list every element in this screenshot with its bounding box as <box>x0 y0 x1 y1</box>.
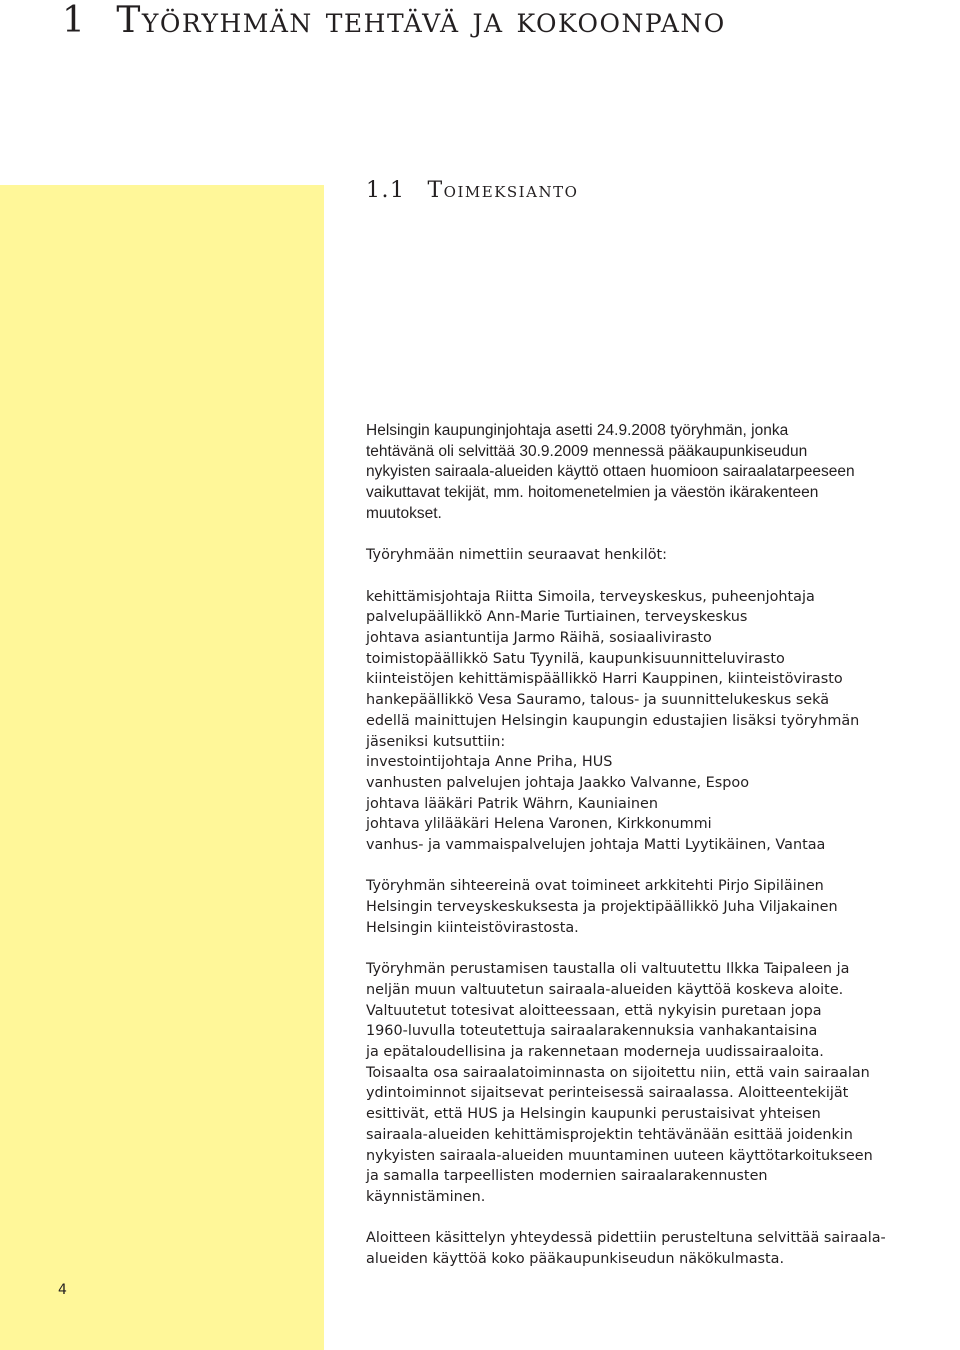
text-line: ja epätaloudellisina ja rakennetaan moderneja uudissairaaloita. <box>366 1044 824 1061</box>
text-line: sairaala-alueiden kehittämisprojektin tehtävänään esittää joidenkin <box>366 1126 853 1143</box>
member-line: johtava ylilääkäri Helena Varonen, Kirkkonummi <box>366 816 712 833</box>
member-line: vanhusten palvelujen johtaja Jaakko Valvanne, Espoo <box>366 774 750 791</box>
members-list <box>366 587 956 856</box>
text-line: ja samalla tarpeellisten modernien sairaalarakennusten <box>366 1168 768 1185</box>
member-line: jäseniksi kutsuttiin: <box>366 733 506 750</box>
text-line: nykyisten sairaala-alueiden muuntaminen uuteen käyttötarkoitukseen <box>366 1147 873 1164</box>
secretaries-paragraph <box>366 876 956 938</box>
text-line: Helsingin kaupunginjohtaja asetti 24.9.2008 työryhmän, jonka <box>366 422 789 439</box>
intro-paragraph <box>366 421 956 525</box>
text-line: Toisaalta osa sairaalatoiminnasta on sijoitettu niin, että vain sairaalan <box>366 1064 870 1081</box>
chapter-number: 1 <box>62 0 87 41</box>
member-line: palvelupäällikkö Ann-Marie Turtiainen, terveyskeskus <box>366 609 748 626</box>
section-number: 1.1 <box>366 178 406 203</box>
member-line: vanhus- ja vammaispalvelujen johtaja Matti Lyytikäinen, Vantaa <box>366 837 826 854</box>
member-line: kiinteistöjen kehittämispäällikkö Harri Kauppinen, kiinteistövirasto <box>366 671 843 688</box>
text-line: alueiden käyttöä koko pääkaupunkiseudun näkökulmasta. <box>366 1251 785 1268</box>
member-line: johtava asiantuntija Jarmo Räihä, sosiaalivirasto <box>366 630 712 646</box>
text-line: Työryhmän sihteereinä ovat toimineet arkkitehti Pirjo Sipiläinen <box>366 878 824 895</box>
section-title <box>366 178 578 203</box>
page-number: 4 <box>58 1282 67 1298</box>
text-line: tehtävänä oli selvittää 30.9.2009 mennessä pääkaupunkiseudun <box>366 442 808 460</box>
member-line: johtava lääkäri Patrik Währn, Kauniainen <box>366 795 658 812</box>
section-title-text: Toimeksianto <box>427 178 579 203</box>
chapter-title <box>62 0 726 41</box>
text-line: ydintoiminnot sijaitsevat perinteisessä sairaalassa. Aloitteentekijät <box>366 1085 849 1102</box>
text-line: Valtuutetut totesivat aloitteessaan, että nykyisin puretaan jopa <box>366 1002 822 1019</box>
member-line: investointijohtaja Anne Priha, HUS <box>366 754 613 771</box>
text-line: Helsingin terveyskeskuksesta ja projektipäällikkö Juha Viljakainen <box>366 899 838 916</box>
text-line: Aloitteen käsittelyn yhteydessä pidettiin perusteltuna selvittää sairaala- <box>366 1230 886 1247</box>
text-line: 1960-luvulla toteutettuja sairaalarakennuksia vanhakantaisina <box>366 1023 818 1040</box>
background-paragraph <box>366 959 956 1207</box>
conclusion-paragraph <box>366 1228 956 1269</box>
text-line: Työryhmän perustamisen taustalla oli valtuutettu Ilkka Taipaleen ja <box>366 961 850 978</box>
member-line: edellä mainittujen Helsingin kaupungin edustajien lisäksi työryhmän <box>366 712 860 729</box>
member-line: kehittämisjohtaja Riitta Simoila, terveyskeskus, puheenjohtaja <box>366 588 815 605</box>
chapter-title-text: Työryhmän tehtävä ja kokoonpano <box>116 0 726 41</box>
text-line: Helsingin kiinteistövirastosta. <box>366 919 579 936</box>
text-line: nykyisten sairaala-alueiden käyttö ottaen huomioon sairaalatarpeeseen <box>366 463 855 481</box>
body-text <box>366 421 956 1270</box>
text-line: käynnistäminen. <box>366 1188 486 1205</box>
text-line: neljän muun valtuutetun sairaala-alueiden käyttöä koskeva aloite. <box>366 981 844 998</box>
member-line: toimistopäällikkö Satu Tyynilä, kaupunkisuunnitteluvirasto <box>366 650 785 667</box>
members-intro: Työryhmään nimettiin seuraavat henkilöt: <box>366 547 668 564</box>
text-line: vaikuttavat tekijät, mm. hoitomenetelmien ja väestön ikärakenteen <box>366 484 819 502</box>
text-line: esittivät, että HUS ja Helsingin kaupunki perustaisivat yhteisen <box>366 1106 821 1123</box>
member-line: hankepäällikkö Vesa Sauramo, talous- ja suunnittelukeskus sekä <box>366 692 830 709</box>
text-line: muutokset. <box>366 504 442 522</box>
yellow-sidebar <box>0 185 324 1350</box>
